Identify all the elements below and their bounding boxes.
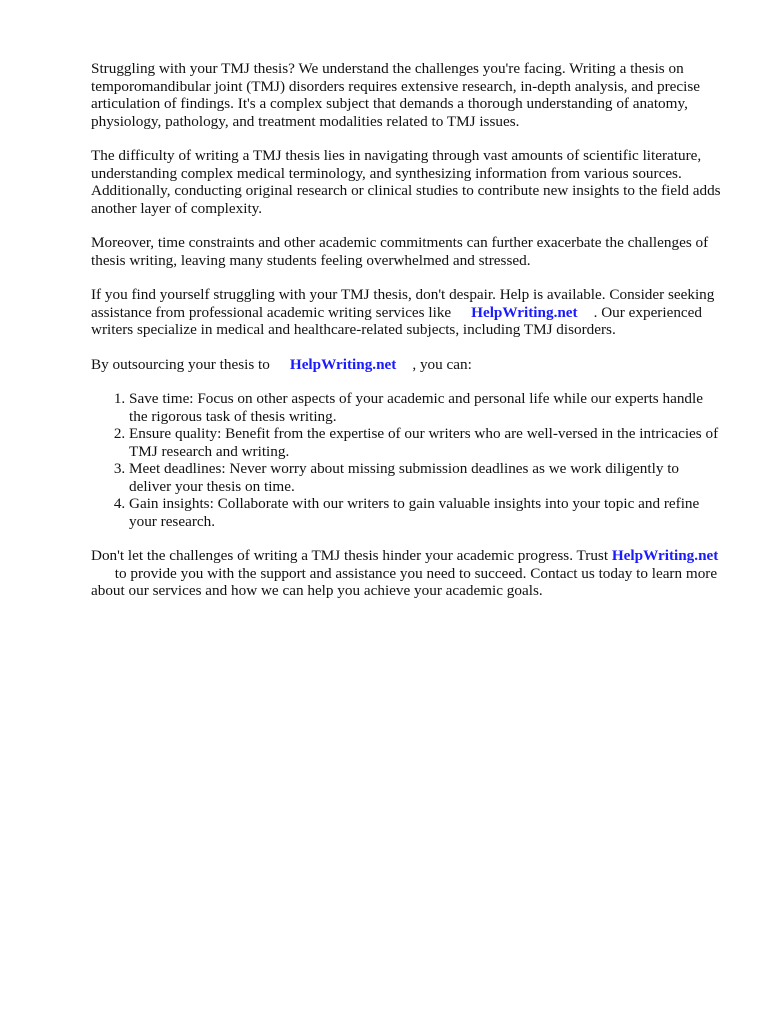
difficulty-paragraph: The difficulty of writing a TMJ thesis lies in navigating through vast amounts of scientific literature, understanding complex medical terminology, and synthesizing information from various sources. Additionally, conducting original research or clinical studies to contribute new insights to the field adds another layer of complexity. [91,147,721,217]
closing-text-before: Don't let the challenges of writing a TMJ thesis hinder your academic progress. Trust [91,547,609,564]
assistance-text-after: . Our experienced writers specialize in medical and healthcare-related subjects, including TMJ disorders. [91,303,702,338]
list-item: 3. Meet deadlines: Never worry about missing submission deadlines as we work diligently to deliver your thesis on time. [129,460,724,495]
assistance-text-before: If you find yourself struggling with your TMJ thesis, don't despair. Help is available. Consider seeking assistance from professional academic writing services like [91,286,715,321]
intro-paragraph: Struggling with your TMJ thesis? We understand the challenges you're facing. Writing a thesis on temporomandibular joint (TMJ) disorders requires extensive research, in-depth analysis, and precise articulation of findings. It's a complex subject that demands a thorough understanding of anatomy, physiology, pathology, and treatment modalities related to TMJ issues. [91,60,700,130]
helpwriting-link[interactable]: HelpWriting.net [471,303,578,321]
list-item: 2. Ensure quality: Benefit from the expertise of our writers who are well-versed in the intricacies of TMJ research and writing. [129,425,724,460]
outsourcing-text-before: By outsourcing your thesis to [91,355,270,373]
list-item: 4. Gain insights: Collaborate with our writers to gain valuable insights into your topic and refine your research. [129,495,724,530]
benefits-list [91,390,724,530]
outsourcing-paragraph [91,356,724,374]
helpwriting-link[interactable]: HelpWriting.net [289,355,397,373]
helpwriting-link[interactable]: HelpWriting.net [611,547,719,564]
outsourcing-text-after: , you can: [412,355,472,373]
list-item: 1. Save time: Focus on other aspects of your academic and personal life while our experts handle the rigorous task of thesis writing. [129,390,724,425]
assistance-paragraph [91,286,724,339]
closing-paragraph [91,547,724,600]
constraints-paragraph: Moreover, time constraints and other academic commitments can further exacerbate the challenges of thesis writing, leaving many students feeling overwhelmed and stressed. [91,234,709,269]
closing-text-after: to provide you with the support and assistance you need to succeed. Contact us today to learn more about our services and how we can help you achieve your academic goals. [91,564,718,599]
